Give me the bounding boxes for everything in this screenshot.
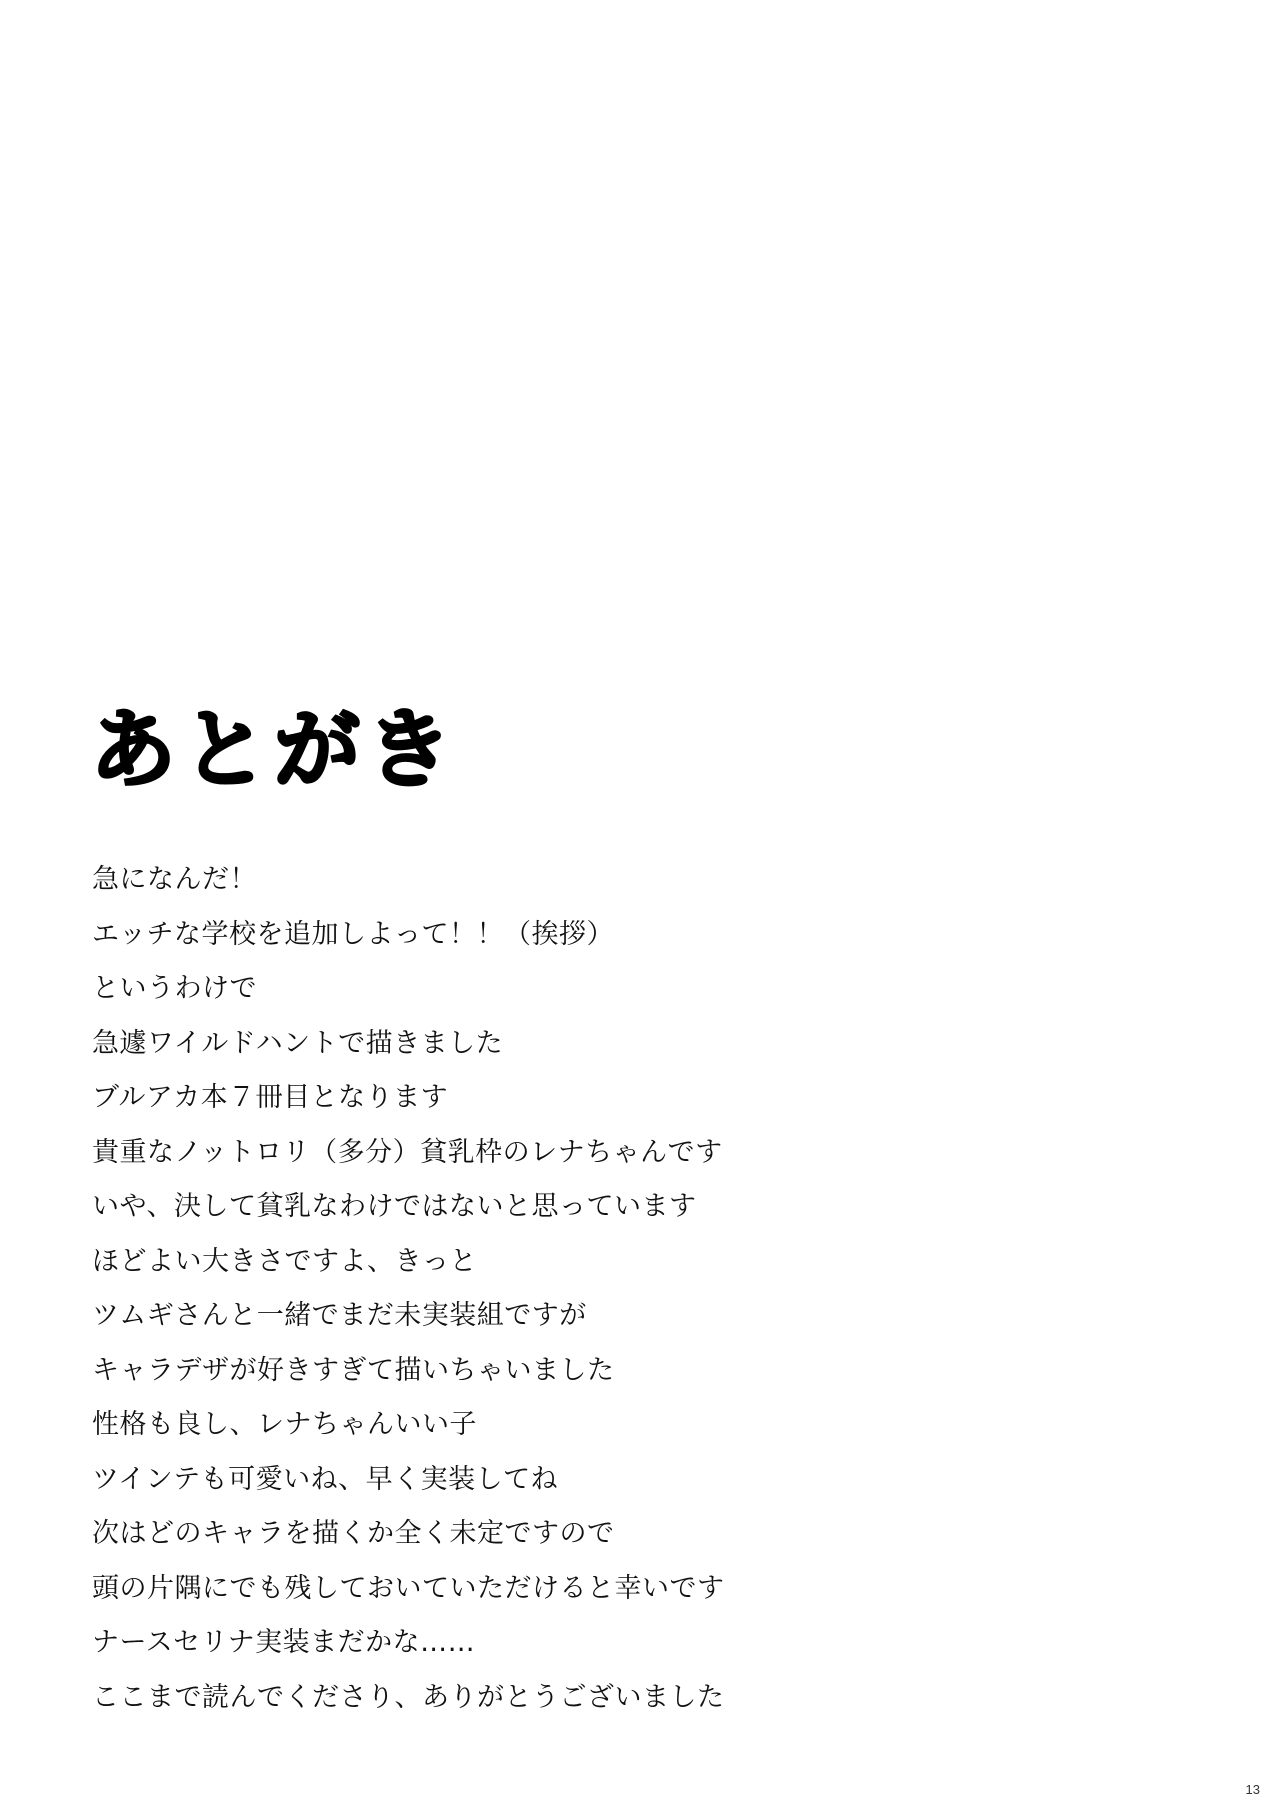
text-line: いや、決して貧乳なわけではないと思っています xyxy=(92,1191,697,1222)
text-line: 急になんだ！ xyxy=(92,864,257,895)
text-line: ツムギさんと一緒でまだ未実装組ですが xyxy=(92,1300,587,1331)
text-line: ツインテも可愛いね、早く実装してね xyxy=(92,1463,559,1495)
page-number: 13 xyxy=(1245,1782,1260,1797)
text-line: ほどよい大きさですよ、きっと xyxy=(92,1245,477,1277)
text-line: キャラデザが好きすぎて描いちゃいました xyxy=(92,1354,615,1386)
text-line: 次はどのキャラを描くか全く未定ですので xyxy=(92,1518,615,1549)
text-line: 頭の片隅にでも残しておいていただけると幸いです xyxy=(92,1572,725,1604)
text-line: 貴重なノットロリ（多分）貧乳枠のレナちゃんです xyxy=(92,1136,723,1168)
text-line: 急遽ワイルドハントで描きました xyxy=(92,1027,504,1059)
text-line: ここまで読んでくださり、ありがとうございました xyxy=(92,1681,725,1713)
afterword-heading: あとがき xyxy=(90,700,458,800)
afterword-body xyxy=(92,853,725,1725)
text-line: ブルアカ本７冊目となります xyxy=(92,1082,449,1113)
text-line: ナースセリナ実装まだかな…… xyxy=(92,1627,476,1658)
text-line: 性格も良し、レナちゃんいい子 xyxy=(92,1409,477,1440)
text-line: というわけで xyxy=(92,973,257,1004)
text-line: エッチな学校を追加しよって！！（挨拶） xyxy=(92,918,614,950)
